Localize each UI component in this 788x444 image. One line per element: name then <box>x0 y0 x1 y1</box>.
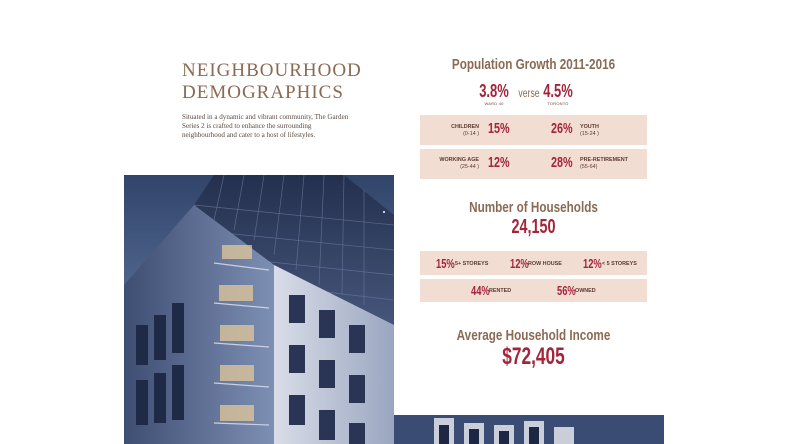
housing-label-under5: < 5 STOREYS <box>602 261 637 267</box>
housing-label-row: ROW HOUSE <box>528 261 562 267</box>
tenure-value-rented: 44% <box>471 283 490 298</box>
housing-value-under5: 12% <box>583 256 602 271</box>
toronto-value: 4.5% <box>543 81 573 101</box>
tenure-label-rented: RENTED <box>489 288 512 294</box>
age-value-children: 15% <box>488 120 510 137</box>
housing-value-5plus: 15% <box>436 256 455 271</box>
age-label-youth: YOUTH (15-24 ) <box>580 124 599 137</box>
building-photo-bottom <box>394 415 664 444</box>
age-label-children: CHILDREN (0-14 ) <box>451 124 479 137</box>
heading-line-1: NEIGHBOURHOOD <box>182 60 362 81</box>
age-value-preretirement: 28% <box>551 154 573 171</box>
income-title: Average Household Income <box>456 327 611 344</box>
intro-paragraph: Situated in a dynamic and vibrant community, The Garden Series 2 is crafted to enhance the surrounding neighbourhood and cater to a host of lifestyles. <box>182 113 349 140</box>
population-title: Population Growth 2011-2016 <box>451 56 616 73</box>
age-label-preretirement: PRE-RETIREMENT (55-64) <box>580 157 628 170</box>
building-photo <box>124 175 394 444</box>
age-label-working: WORKING AGE (25-44 ) <box>439 157 479 170</box>
tenure-label-owned: OWNED <box>575 288 596 294</box>
tenure-band <box>420 279 647 302</box>
income-value: $72,405 <box>502 343 565 370</box>
households-value: 24,150 <box>511 216 556 238</box>
age-value-youth: 26% <box>551 120 573 137</box>
verse-text: verse <box>518 86 540 100</box>
households-title: Number of Households <box>469 199 598 216</box>
heading-line-2: DEMOGRAPHICS <box>182 82 344 103</box>
age-value-working: 12% <box>488 154 510 171</box>
housing-value-row: 12% <box>510 256 529 271</box>
housing-label-5plus: 5+ STOREYS <box>455 261 489 267</box>
toronto-label: TORONTO <box>547 101 569 106</box>
tenure-value-owned: 56% <box>557 283 576 298</box>
ward-label: WARD 40 <box>484 101 504 106</box>
ward-value: 3.8% <box>479 81 509 101</box>
section-heading <box>182 60 382 104</box>
